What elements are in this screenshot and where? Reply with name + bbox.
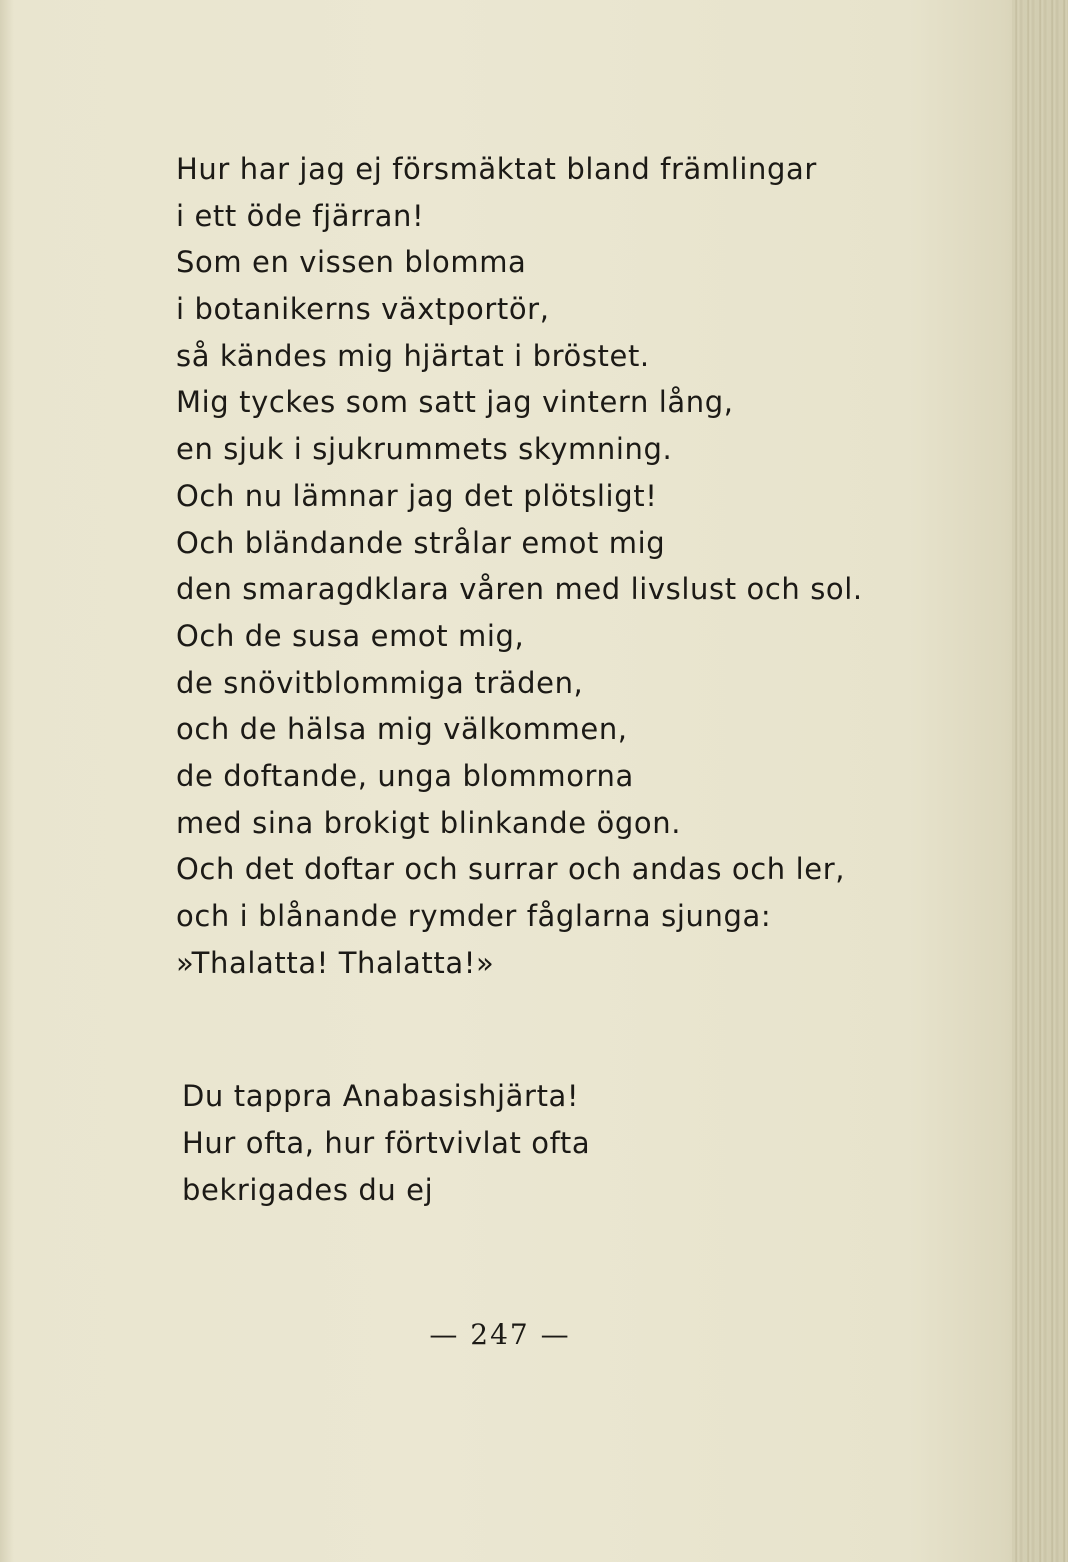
poem-line: de snövitblommiga träden,	[176, 665, 584, 700]
poem-line: Hur ofta, hur förtvivlat ofta	[182, 1126, 591, 1160]
poem-line: Du tappra Anabasishjärta!	[182, 1079, 580, 1113]
poem-line: i botanikerns växtportör,	[176, 292, 550, 327]
poem-line: med sina brokigt blinkande ögon.	[176, 805, 682, 840]
poem-line: så kändes mig hjärtat i bröstet.	[176, 338, 650, 373]
poem-line: Och nu lämnar jag det plötsligt!	[176, 478, 658, 513]
poem-line: bekrigades du ej	[182, 1173, 434, 1207]
poem-stanza-2	[182, 1073, 882, 1214]
poem-line: och i blånande rymder fåglarna sjunga:	[176, 899, 772, 933]
poem-line: Och de susa emot mig,	[176, 618, 525, 653]
poem-line: och de hälsa mig välkommen,	[176, 712, 628, 747]
poem-line: Och bländande strålar emot mig	[176, 525, 666, 560]
poem-line: »Thalatta! Thalatta!»	[176, 945, 495, 980]
book-gutter	[1012, 0, 1068, 1562]
poem-line: Som en vissen blomma	[176, 245, 527, 280]
poem-line: Mig tyckes som satt jag vintern lång,	[176, 385, 734, 420]
poem-line: de doftande, unga blommorna	[176, 758, 634, 793]
poem-line: den smaragdklara våren med livslust och sol.	[176, 572, 863, 607]
poem-stanza-1	[176, 146, 896, 986]
poem-line: en sjuk i sjukrummets skymning.	[176, 432, 673, 467]
page-number: — 247 —	[429, 1318, 571, 1351]
poem-line: Och det doftar och surrar och andas och ler,	[176, 852, 846, 887]
poem-line: Hur har jag ej försmäktat bland främlingar	[176, 152, 817, 186]
poem-line: i ett öde fjärran!	[176, 198, 425, 233]
